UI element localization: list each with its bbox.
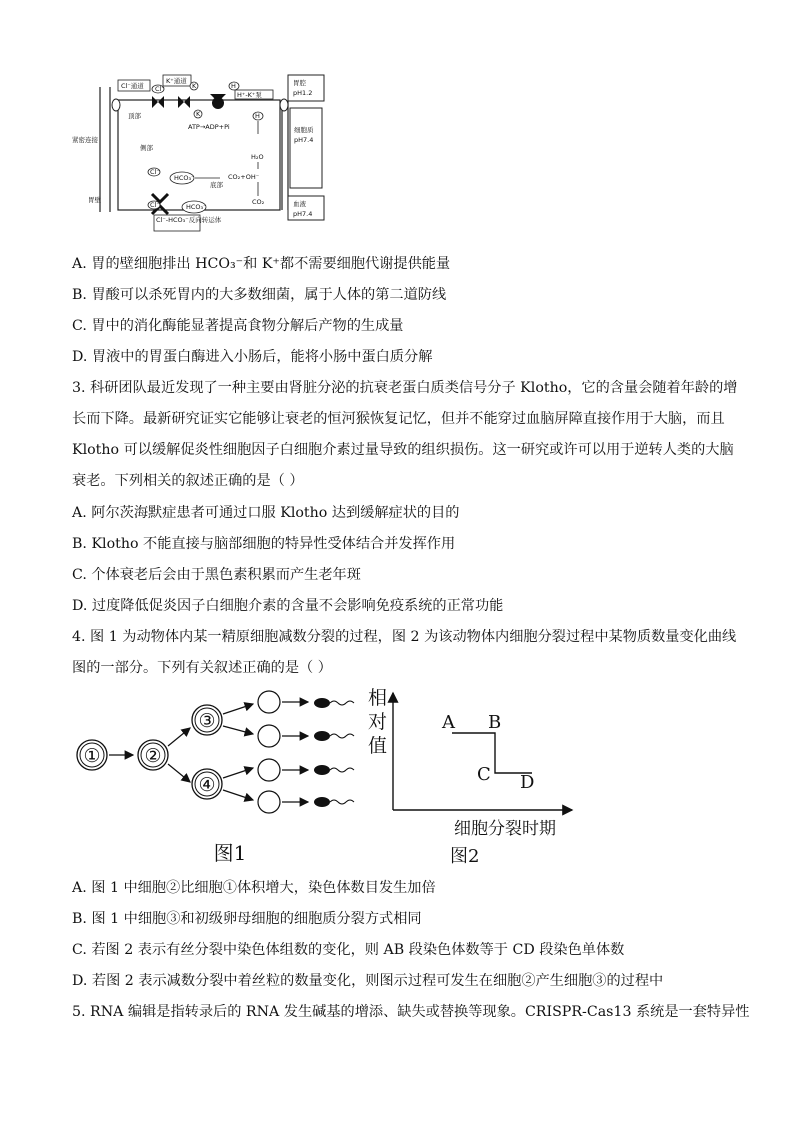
k-channel-label: K⁺通道 (166, 77, 187, 85)
q4-option-a: A. 图 1 中细胞②比细胞①体积增大，染色体数目发生加倍 (72, 880, 436, 896)
cytoplasm-ph: pH7.4 (294, 136, 314, 144)
q3-stem-line-2: 长而下降。最新研究证实它能够让衰老的恒河猴恢复记忆，但并不能穿过血脑屏障直接作用于大脑，而且 (72, 411, 725, 427)
atp-label: ATP→ADP+Pi (188, 123, 230, 131)
cytoplasm-label: 细胞质 (294, 126, 314, 134)
blood-label: 血液 (293, 200, 306, 208)
point-c-label: C (477, 764, 491, 785)
h-ion-top: H (231, 82, 236, 90)
q2-option-a: A. 胃的壁细胞排出 HCO₃⁻和 K⁺都不需要细胞代谢提供能量 (72, 256, 451, 272)
q5-stem-line-1: 5. RNA 编辑是指转录后的 RNA 发生碱基的增添、缺失或替换等现象。CRISPR-Cas13 系统是一套特异性 (72, 1004, 750, 1020)
q2-option-c: C. 胃中的消化酶能显著提高食物分解后产物的生成量 (72, 318, 404, 334)
q3-option-d: D. 过度降低促炎因子白细胞介素的含量不会影响免疫系统的正常功能 (72, 598, 504, 614)
q3-stem-line-1: 3. 科研团队最近发现了一种主要由肾脏分泌的抗衰老蛋白质类信号分子 Klotho，它的含量会随着年龄的增 (72, 380, 738, 396)
q3-stem-line-4: 衰老。下列相关的叙述正确的是（ ） (72, 473, 304, 489)
k-ion-inside: K (196, 110, 201, 118)
co2-oh-label: CO₂+OH⁻ (228, 173, 260, 181)
q4-stem-line-1: 4. 图 1 为动物体内某一精原细胞减数分裂的过程，图 2 为该动物体内细胞分裂过程中某物质数量变化曲线 (72, 629, 737, 645)
apical-label: 顶部 (128, 112, 141, 120)
hco3-inside: HCO₃⁻ (174, 174, 195, 182)
figure-1-meiosis (70, 688, 370, 873)
blood-ph: pH7.4 (293, 210, 313, 218)
k-ion-top: K (192, 82, 197, 90)
cell-3-label: ③ (198, 710, 216, 732)
co2-label: CO₂ (252, 198, 265, 206)
q3-option-a: A. 阿尔茨海默症患者可通过口服 Klotho 达到缓解症状的目的 (72, 505, 460, 521)
stomach-wall-label: 胃壁 (88, 196, 101, 204)
y-label-char-3: 值 (368, 735, 388, 757)
cl-channel-label: Cl⁻通道 (121, 82, 144, 90)
step-curve (452, 733, 532, 773)
cell-1-label: ① (83, 745, 101, 767)
cl-ion-top: Cl⁻ (155, 85, 165, 93)
figure-2-curve (360, 688, 580, 873)
q4-stem-line-2: 图的一部分。下列有关叙述正确的是（ ） (72, 660, 332, 676)
figure-2-caption: 图2 (450, 846, 480, 867)
q4-option-c: C. 若图 2 表示有丝分裂中染色体组数的变化，则 AB 段染色体数等于 CD 段染色单体数 (72, 942, 625, 958)
tight-junction-label: 紧密连接 (72, 136, 98, 144)
pump-label: H⁺-K⁺泵 (237, 91, 262, 99)
q3-stem-line-3: Klotho 可以缓解促炎性细胞因子白细胞介素过量导致的组织损伤。这一研究或许可以用于逆转人类的大脑 (72, 442, 734, 458)
membrane-figure (70, 72, 335, 232)
q2-option-d: D. 胃液中的胃蛋白酶进入小肠后，能将小肠中蛋白质分解 (72, 349, 433, 365)
y-label-char-2: 对 (368, 711, 388, 733)
figure-1-caption: 图1 (213, 841, 247, 865)
antiporter-label: Cl⁻-HCO₃⁻反向转运体 (156, 216, 222, 224)
h-ion-right: H (255, 112, 260, 120)
point-a-label: A (442, 712, 455, 733)
cl-ion-inside: Cl⁻ (150, 168, 160, 176)
hco3-outside: HCO₃⁻ (186, 203, 207, 211)
q2-option-b: B. 胃酸可以杀死胃内的大多数细菌，属于人体的第二道防线 (72, 287, 447, 303)
lumen-label: 胃腔 (293, 79, 306, 87)
q4-option-d: D. 若图 2 表示减数分裂中着丝粒的数量变化，则图示过程可发生在细胞②产生细胞③的过程中 (72, 973, 664, 989)
h2o-label: H₂O (251, 153, 264, 161)
lumen-ph: pH1.2 (293, 89, 313, 97)
lateral-label: 侧部 (140, 144, 153, 152)
point-b-label: B (488, 712, 502, 733)
cl-ion-bottom: Cl⁻ (150, 201, 160, 209)
q3-option-b: B. Klotho 不能直接与脑部细胞的特异性受体结合并发挥作用 (72, 536, 456, 552)
cell-2-label: ② (144, 745, 162, 767)
q4-option-b: B. 图 1 中细胞③和初级卵母细胞的细胞质分裂方式相同 (72, 911, 422, 927)
y-label-char-1: 相 (368, 688, 388, 709)
point-d-label: D (520, 772, 535, 793)
q3-option-c: C. 个体衰老后会由于黑色素积累而产生老年斑 (72, 567, 361, 583)
x-axis-label: 细胞分裂时期 (454, 819, 556, 839)
basal-label: 底部 (210, 181, 223, 189)
cell-4-label: ④ (198, 774, 216, 796)
